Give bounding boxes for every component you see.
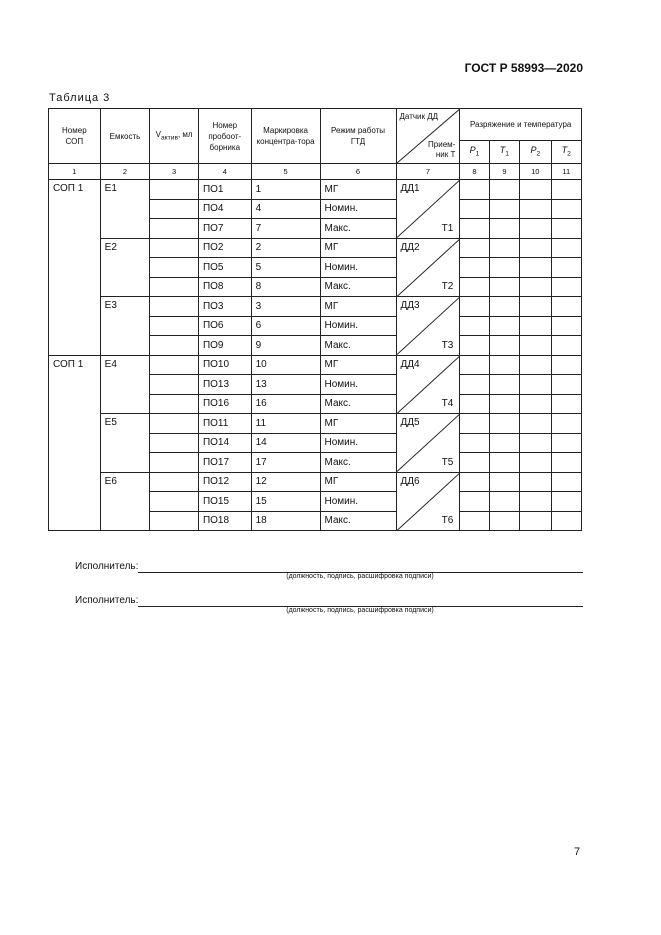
t2-cell — [551, 511, 582, 531]
t1-cell — [489, 238, 519, 258]
sensor-label: ДД1 — [400, 183, 420, 194]
receiver-label: Т6 — [441, 515, 454, 526]
concentrator-cell: 2 — [251, 238, 320, 258]
concentrator-cell: 10 — [251, 355, 320, 375]
p2-cell — [520, 199, 551, 219]
table-row — [49, 238, 582, 258]
concentrator-cell: 8 — [251, 277, 320, 297]
header-p2-sub: 2 — [536, 150, 541, 158]
table-row — [49, 355, 582, 375]
p2-cell — [520, 297, 551, 317]
mode-cell: Номин. — [320, 316, 396, 336]
sampler-cell: ПО10 — [198, 355, 251, 375]
sensor-receiver-cell — [396, 180, 460, 239]
mode-cell: Номин. — [320, 492, 396, 512]
concentrator-cell: 12 — [251, 472, 320, 492]
p2-cell — [520, 355, 551, 375]
t1-cell — [489, 258, 519, 278]
p1-cell — [460, 511, 489, 531]
mode-cell: МГ — [320, 414, 396, 434]
header-capacity: Емкость — [100, 109, 150, 164]
header-volume-unit: , мл — [177, 129, 193, 139]
volume-cell — [150, 355, 199, 375]
sampler-cell: ПО12 — [198, 472, 251, 492]
t1-cell — [489, 433, 519, 453]
p1-cell — [460, 472, 489, 492]
t2-cell — [551, 472, 582, 492]
t1-cell — [489, 316, 519, 336]
t1-cell — [489, 472, 519, 492]
t1-cell — [489, 199, 519, 219]
sampler-cell: ПО14 — [198, 433, 251, 453]
capacity-cell: Е4 — [100, 355, 150, 414]
p2-cell — [520, 453, 551, 473]
signature-caption: (должность, подпись, расшифровка подписи) — [286, 573, 434, 580]
t1-cell — [489, 180, 519, 200]
header-t1-symbol: T — [499, 144, 506, 155]
t1-cell — [489, 492, 519, 512]
volume-cell — [150, 316, 199, 336]
t1-cell — [489, 511, 519, 531]
t2-cell — [551, 199, 582, 219]
sampler-cell: ПО5 — [198, 258, 251, 278]
concentrator-cell: 7 — [251, 219, 320, 239]
p2-cell — [520, 336, 551, 356]
t1-cell — [489, 414, 519, 434]
receiver-label: Т5 — [441, 456, 454, 468]
volume-cell — [150, 258, 199, 278]
col-number: 3 — [150, 164, 199, 180]
concentrator-cell: 6 — [251, 316, 320, 336]
volume-cell — [150, 297, 199, 317]
volume-cell — [150, 199, 199, 219]
header-sensor: Датчик ДД — [399, 112, 439, 121]
sensor-receiver-cell — [396, 414, 460, 473]
col-number: 1 — [49, 164, 101, 180]
t2-cell — [551, 414, 582, 434]
p2-cell — [520, 492, 551, 512]
p2-cell — [520, 238, 551, 258]
volume-cell — [150, 414, 199, 434]
header-concentrator: Маркировка концентра-тора — [251, 109, 320, 164]
t1-cell — [489, 297, 519, 317]
receiver-label: Т4 — [441, 398, 454, 409]
volume-cell — [150, 180, 199, 200]
sensor-label: ДД4 — [400, 358, 420, 370]
concentrator-cell: 1 — [251, 180, 320, 200]
t1-cell — [489, 277, 519, 297]
p1-cell — [460, 414, 489, 434]
header-p1 — [460, 141, 489, 164]
sampler-cell: ПО17 — [198, 453, 251, 473]
sensor-receiver-cell — [396, 297, 460, 356]
t2-cell — [551, 336, 582, 356]
sampler-cell: ПО8 — [198, 277, 251, 297]
page-number: 7 — [574, 846, 581, 858]
mode-cell: МГ — [320, 238, 396, 258]
volume-cell — [150, 277, 199, 297]
receiver-label: Т2 — [441, 281, 454, 292]
receiver-label: Т1 — [441, 222, 454, 234]
mode-cell: Номин. — [320, 199, 396, 219]
header-t1-sub: 1 — [505, 150, 509, 158]
p1-cell — [460, 219, 489, 239]
header-p2-symbol: P — [530, 144, 537, 155]
volume-cell — [150, 433, 199, 453]
concentrator-cell: 15 — [251, 492, 320, 512]
t1-cell — [489, 394, 519, 414]
p2-cell — [520, 316, 551, 336]
capacity-cell: Е1 — [100, 180, 150, 239]
concentrator-cell: 14 — [251, 433, 320, 453]
header-p2 — [520, 141, 551, 164]
volume-cell — [150, 336, 199, 356]
table-body — [49, 180, 582, 531]
col-number: 8 — [460, 164, 489, 180]
capacity-cell: Е5 — [100, 414, 150, 473]
sensor-label: ДД5 — [400, 417, 420, 428]
volume-cell — [150, 375, 199, 395]
p1-cell — [460, 199, 489, 219]
p2-cell — [520, 414, 551, 434]
col-number: 6 — [320, 164, 396, 180]
concentrator-cell: 4 — [251, 199, 320, 219]
sampler-cell: ПО16 — [198, 394, 251, 414]
p1-cell — [460, 492, 489, 512]
sampler-cell: ПО9 — [198, 336, 251, 356]
volume-cell — [150, 219, 199, 239]
mode-cell: Макс. — [320, 219, 396, 239]
concentrator-cell: 17 — [251, 453, 320, 473]
volume-cell — [150, 238, 199, 258]
p2-cell — [520, 180, 551, 200]
t2-cell — [551, 433, 582, 453]
p1-cell — [460, 453, 489, 473]
col-number: 11 — [551, 164, 582, 180]
mode-cell: Макс. — [320, 511, 396, 531]
header-sop-number: Номер СОП — [49, 109, 101, 164]
p2-cell — [520, 258, 551, 278]
t2-cell — [551, 453, 582, 473]
p2-cell — [520, 394, 551, 414]
mode-cell: МГ — [320, 472, 396, 492]
t2-cell — [551, 375, 582, 395]
concentrator-cell: 13 — [251, 375, 320, 395]
header-volume-sub: актив — [160, 134, 178, 142]
data-table — [48, 108, 582, 531]
header-p1-sub: 1 — [475, 150, 480, 158]
col-number: 2 — [100, 164, 150, 180]
t1-cell — [489, 375, 519, 395]
table-row — [49, 472, 582, 492]
sensor-receiver-cell — [396, 355, 460, 414]
col-number: 7 — [396, 164, 460, 180]
sampler-cell: ПО1 — [198, 180, 251, 200]
concentrator-cell: 16 — [251, 394, 320, 414]
sampler-cell: ПО18 — [198, 511, 251, 531]
p2-cell — [520, 219, 551, 239]
col-number: 5 — [251, 164, 320, 180]
sampler-cell: ПО13 — [198, 375, 251, 395]
capacity-cell: Е6 — [100, 472, 150, 531]
t1-cell — [489, 219, 519, 239]
p1-cell — [460, 375, 489, 395]
table-row — [49, 414, 582, 434]
concentrator-cell: 9 — [251, 336, 320, 356]
p1-cell — [460, 180, 489, 200]
mode-cell: МГ — [320, 355, 396, 375]
sensor-receiver-cell — [396, 238, 460, 297]
sensor-receiver-cell — [396, 472, 460, 531]
t1-cell — [489, 336, 519, 356]
mode-cell: МГ — [320, 180, 396, 200]
p1-cell — [460, 316, 489, 336]
p2-cell — [520, 375, 551, 395]
col-number: 9 — [489, 164, 519, 180]
header-t2-sub: 2 — [567, 150, 571, 158]
mode-cell: МГ — [320, 297, 396, 317]
p1-cell — [460, 336, 489, 356]
signature-caption: (должность, подпись, расшифровка подписи) — [286, 607, 434, 614]
concentrator-cell: 11 — [251, 414, 320, 434]
mode-cell: Макс. — [320, 277, 396, 297]
t1-cell — [489, 453, 519, 473]
t2-cell — [551, 180, 582, 200]
sensor-label: ДД2 — [400, 241, 420, 253]
concentrator-cell: 18 — [251, 511, 320, 531]
standard-code: ГОСТ Р 58993—2020 — [464, 61, 583, 75]
column-numbers-row — [49, 164, 582, 180]
t2-cell — [551, 258, 582, 278]
table-caption: Таблица 3 — [49, 92, 111, 104]
t2-cell — [551, 355, 582, 375]
capacity-cell: Е3 — [100, 297, 150, 356]
p2-cell — [520, 511, 551, 531]
volume-cell — [150, 394, 199, 414]
signature-label: Исполнитель: — [75, 561, 139, 572]
sampler-cell: ПО11 — [198, 414, 251, 434]
header-t1 — [489, 141, 519, 164]
signature-label: Исполнитель: — [75, 595, 139, 606]
header-receiver: Прием-ник Т — [428, 140, 456, 159]
p1-cell — [460, 355, 489, 375]
header-p1-symbol: P — [469, 144, 476, 155]
col-number: 10 — [520, 164, 551, 180]
sampler-cell: ПО4 — [198, 199, 251, 219]
volume-cell — [150, 492, 199, 512]
mode-cell: Номин. — [320, 258, 396, 278]
table-row — [49, 297, 582, 317]
header-pressure-temperature: Разряжение и температура — [460, 109, 582, 141]
p1-cell — [460, 258, 489, 278]
volume-cell — [150, 511, 199, 531]
mode-cell: Макс. — [320, 453, 396, 473]
sampler-cell: ПО15 — [198, 492, 251, 512]
p1-cell — [460, 394, 489, 414]
p2-cell — [520, 472, 551, 492]
table-row — [49, 180, 582, 200]
p1-cell — [460, 277, 489, 297]
header-volume-symbol: V — [155, 129, 161, 139]
receiver-label: Т3 — [441, 339, 454, 351]
sampler-cell: ПО7 — [198, 219, 251, 239]
concentrator-cell: 5 — [251, 258, 320, 278]
t2-cell — [551, 394, 582, 414]
sop-cell: СОП 1 — [49, 180, 101, 356]
sampler-cell: ПО6 — [198, 316, 251, 336]
t2-cell — [551, 297, 582, 317]
t2-cell — [551, 492, 582, 512]
sensor-label: ДД3 — [400, 300, 420, 311]
t2-cell — [551, 219, 582, 239]
sop-cell: СОП 1 — [49, 355, 101, 531]
p1-cell — [460, 238, 489, 258]
p2-cell — [520, 433, 551, 453]
sensor-label: ДД6 — [400, 475, 420, 487]
t2-cell — [551, 238, 582, 258]
col-number: 4 — [198, 164, 251, 180]
header-t2-symbol: T — [561, 144, 568, 155]
mode-cell: Номин. — [320, 433, 396, 453]
mode-cell: Макс. — [320, 336, 396, 356]
t1-cell — [489, 355, 519, 375]
p2-cell — [520, 277, 551, 297]
concentrator-cell: 3 — [251, 297, 320, 317]
header-volume — [150, 109, 199, 164]
p1-cell — [460, 297, 489, 317]
mode-cell: Макс. — [320, 394, 396, 414]
header-mode: Режим работы ГТД — [320, 109, 396, 164]
sampler-cell: ПО3 — [198, 297, 251, 317]
volume-cell — [150, 472, 199, 492]
sampler-cell: ПО2 — [198, 238, 251, 258]
capacity-cell: Е2 — [100, 238, 150, 297]
p1-cell — [460, 433, 489, 453]
header-sensor-receiver — [396, 109, 460, 164]
t2-cell — [551, 277, 582, 297]
t2-cell — [551, 316, 582, 336]
mode-cell: Номин. — [320, 375, 396, 395]
volume-cell — [150, 453, 199, 473]
header-t2 — [551, 141, 582, 164]
header-sampler: Номер пробоот-борника — [198, 109, 251, 164]
